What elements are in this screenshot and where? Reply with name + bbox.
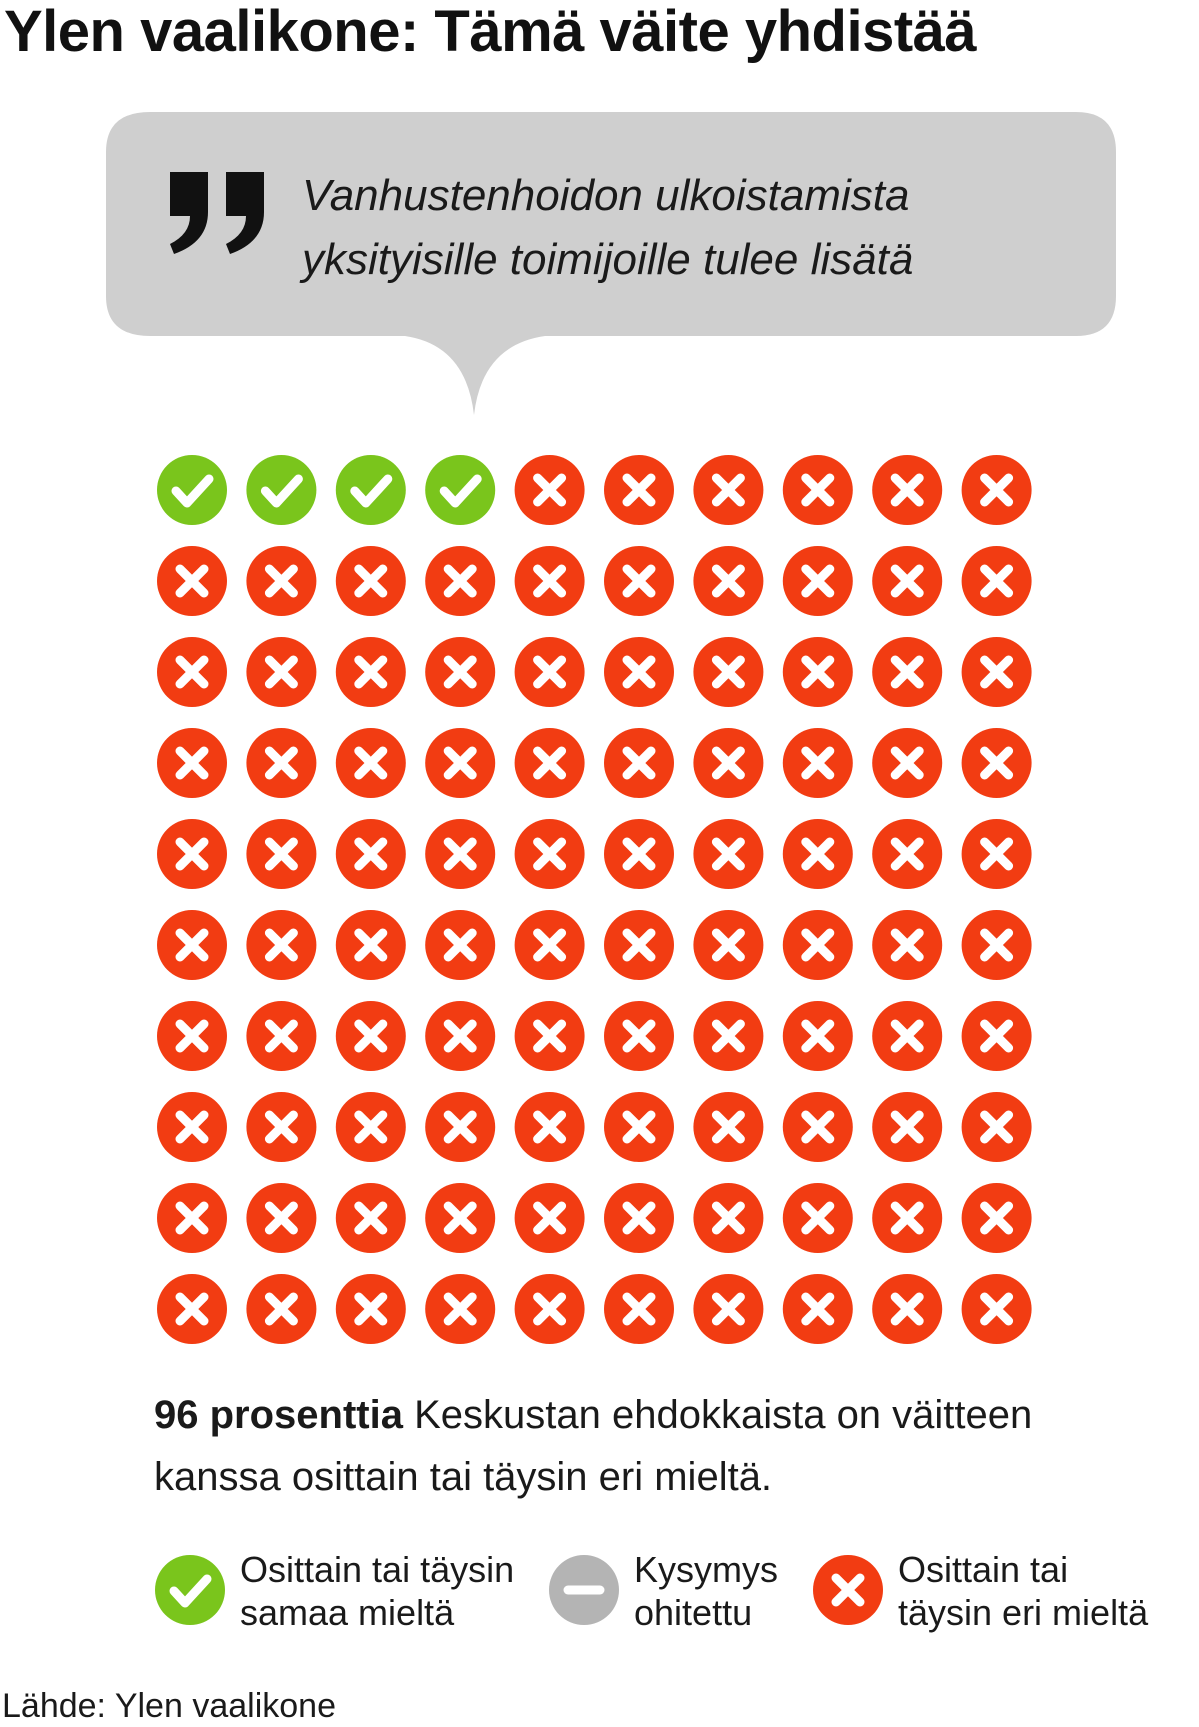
waffle-mark-disagree <box>425 728 495 798</box>
waffle-mark-disagree <box>872 1183 942 1253</box>
waffle-mark-agree <box>336 455 406 525</box>
chart-title: Ylen vaalikone: Tämä väite yhdistää <box>4 0 977 64</box>
waffle-mark-disagree <box>962 728 1032 798</box>
waffle-mark-disagree <box>604 910 674 980</box>
waffle-mark-disagree <box>962 1274 1032 1344</box>
waffle-mark-disagree <box>336 637 406 707</box>
waffle-mark-disagree <box>246 819 316 889</box>
waffle-mark-disagree <box>246 910 316 980</box>
waffle-mark-disagree <box>336 819 406 889</box>
waffle-mark-disagree <box>425 910 495 980</box>
waffle-mark-disagree <box>515 728 585 798</box>
waffle-mark-disagree <box>693 1001 763 1071</box>
waffle-mark-disagree <box>336 546 406 616</box>
waffle-mark-disagree <box>157 910 227 980</box>
statement-line-2: yksityisille toimijoille tulee lisätä <box>302 235 914 284</box>
waffle-mark-disagree <box>246 546 316 616</box>
waffle-mark-disagree <box>693 910 763 980</box>
waffle-mark-disagree <box>872 546 942 616</box>
waffle-mark-disagree <box>157 819 227 889</box>
waffle-mark-disagree <box>336 1001 406 1071</box>
waffle-mark-disagree <box>962 1183 1032 1253</box>
waffle-mark-disagree <box>962 1092 1032 1162</box>
waffle-mark-disagree <box>783 455 853 525</box>
waffle-mark-disagree <box>604 637 674 707</box>
waffle-mark-disagree <box>157 546 227 616</box>
legend-item-disagree <box>812 1548 1172 1658</box>
waffle-mark-disagree <box>425 1183 495 1253</box>
waffle-mark-disagree <box>157 1183 227 1253</box>
waffle-mark-disagree <box>515 1092 585 1162</box>
waffle-mark-disagree <box>962 546 1032 616</box>
waffle-mark-disagree <box>246 1001 316 1071</box>
waffle-mark-disagree <box>693 1092 763 1162</box>
waffle-mark-disagree <box>962 819 1032 889</box>
check-circle-icon <box>154 1554 226 1626</box>
waffle-mark-disagree <box>783 1001 853 1071</box>
waffle-mark-disagree <box>157 1092 227 1162</box>
waffle-mark-disagree <box>515 637 585 707</box>
waffle-mark-disagree <box>872 455 942 525</box>
waffle-mark-agree <box>425 455 495 525</box>
waffle-mark-disagree <box>246 637 316 707</box>
waffle-mark-disagree <box>336 1092 406 1162</box>
waffle-mark-disagree <box>246 1092 316 1162</box>
statement-line-1: Vanhustenhoidon ulkoistamista <box>302 171 910 220</box>
waffle-mark-disagree <box>425 1092 495 1162</box>
waffle-mark-disagree <box>604 1001 674 1071</box>
waffle-mark-disagree <box>962 455 1032 525</box>
legend-item-skipped <box>548 1548 788 1658</box>
waffle-mark-disagree <box>693 819 763 889</box>
waffle-mark-disagree <box>783 546 853 616</box>
waffle-mark-disagree <box>425 637 495 707</box>
waffle-mark-disagree <box>872 728 942 798</box>
waffle-mark-disagree <box>157 637 227 707</box>
waffle-mark-disagree <box>604 728 674 798</box>
waffle-mark-disagree <box>515 1183 585 1253</box>
waffle-mark-disagree <box>157 728 227 798</box>
waffle-mark-disagree <box>872 1274 942 1344</box>
waffle-mark-disagree <box>962 910 1032 980</box>
waffle-mark-disagree <box>515 1274 585 1344</box>
waffle-mark-disagree <box>783 637 853 707</box>
waffle-mark-disagree <box>246 1183 316 1253</box>
waffle-mark-agree <box>246 455 316 525</box>
waffle-mark-disagree <box>425 819 495 889</box>
waffle-mark-disagree <box>783 1092 853 1162</box>
waffle-mark-disagree <box>336 728 406 798</box>
legend-label-skipped: Kysymys ohitettu <box>634 1549 778 1633</box>
waffle-mark-disagree <box>962 1001 1032 1071</box>
waffle-mark-disagree <box>693 637 763 707</box>
waffle-mark-disagree <box>693 728 763 798</box>
waffle-mark-disagree <box>783 1274 853 1344</box>
waffle-mark-disagree <box>783 910 853 980</box>
waffle-mark-disagree <box>515 1001 585 1071</box>
waffle-mark-disagree <box>693 546 763 616</box>
waffle-mark-disagree <box>515 910 585 980</box>
waffle-mark-disagree <box>872 819 942 889</box>
waffle-mark-disagree <box>693 1183 763 1253</box>
summary-rest: Keskustan ehdokkaista on väitteen kanssa osittain tai täysin eri mieltä. <box>154 1393 1033 1499</box>
waffle-mark-disagree <box>872 637 942 707</box>
waffle-mark-disagree <box>872 910 942 980</box>
waffle-mark-disagree <box>783 728 853 798</box>
waffle-mark-disagree <box>604 1183 674 1253</box>
waffle-mark-disagree <box>336 1183 406 1253</box>
waffle-mark-agree <box>157 455 227 525</box>
waffle-mark-disagree <box>693 1274 763 1344</box>
waffle-mark-disagree <box>246 1274 316 1344</box>
waffle-mark-disagree <box>604 1092 674 1162</box>
source-note: Lähde: Ylen vaalikone <box>2 1687 336 1725</box>
legend-label-disagree: Osittain tai täysin eri mieltä <box>898 1549 1149 1633</box>
waffle-mark-disagree <box>515 546 585 616</box>
waffle-mark-disagree <box>604 1274 674 1344</box>
waffle-mark-disagree <box>783 1183 853 1253</box>
waffle-mark-disagree <box>872 1092 942 1162</box>
x-circle-icon <box>812 1554 884 1626</box>
waffle-mark-disagree <box>604 819 674 889</box>
waffle-mark-disagree <box>515 819 585 889</box>
waffle-mark-disagree <box>336 910 406 980</box>
waffle-mark-disagree <box>693 455 763 525</box>
waffle-mark-disagree <box>783 819 853 889</box>
waffle-mark-disagree <box>604 546 674 616</box>
summary-text <box>154 1384 1054 1508</box>
summary-percent: 96 prosenttia <box>154 1393 403 1437</box>
waffle-mark-disagree <box>872 1001 942 1071</box>
waffle-mark-disagree <box>425 546 495 616</box>
waffle-mark-disagree <box>962 637 1032 707</box>
waffle-mark-disagree <box>425 1274 495 1344</box>
waffle-mark-disagree <box>425 1001 495 1071</box>
minus-circle-icon <box>548 1554 620 1626</box>
waffle-mark-disagree <box>336 1274 406 1344</box>
waffle-mark-disagree <box>604 455 674 525</box>
legend-label-agree: Osittain tai täysin samaa mieltä <box>240 1549 515 1633</box>
waffle-mark-disagree <box>515 455 585 525</box>
legend-item-agree <box>154 1548 514 1658</box>
waffle-mark-disagree <box>157 1274 227 1344</box>
waffle-mark-disagree <box>157 1001 227 1071</box>
waffle-mark-disagree <box>246 728 316 798</box>
